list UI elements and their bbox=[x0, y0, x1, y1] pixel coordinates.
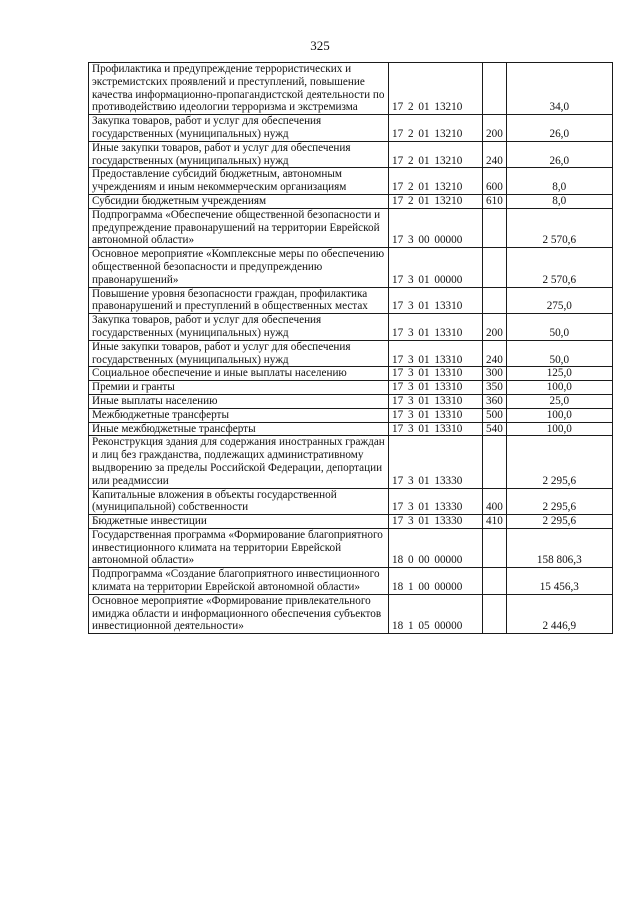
row-name-cell: Иные выплаты населению bbox=[89, 394, 389, 408]
table-row bbox=[89, 394, 613, 408]
row-sum-cell: 15 456,3 bbox=[506, 568, 612, 595]
row-expense-type-cell: 240 bbox=[483, 141, 507, 168]
table-row bbox=[89, 248, 613, 287]
row-sum-cell: 50,0 bbox=[506, 314, 612, 341]
row-code-cell: 17 3 01 13330 bbox=[389, 515, 483, 529]
table-row bbox=[89, 63, 613, 115]
row-code-cell: 17 2 01 13210 bbox=[389, 63, 483, 115]
row-name-cell: Основное мероприятие «Формирование привлекательного имиджа области и информационного обеспечения субъектов инвестиционной деятельности» bbox=[89, 594, 389, 633]
row-code-cell: 17 3 01 13310 bbox=[389, 287, 483, 314]
row-expense-type-cell bbox=[483, 248, 507, 287]
row-sum-cell: 2 570,6 bbox=[506, 208, 612, 247]
row-name-cell: Премии и гранты bbox=[89, 381, 389, 395]
row-sum-cell: 8,0 bbox=[506, 168, 612, 195]
row-name-cell: Закупка товаров, работ и услуг для обеспечения государственных (муниципальных) нужд bbox=[89, 115, 389, 142]
table-row bbox=[89, 436, 613, 488]
row-name-cell: Закупка товаров, работ и услуг для обеспечения государственных (муниципальных) нужд bbox=[89, 314, 389, 341]
row-code-cell: 17 3 01 00000 bbox=[389, 248, 483, 287]
table-row bbox=[89, 515, 613, 529]
row-expense-type-cell: 200 bbox=[483, 115, 507, 142]
row-code-cell: 17 2 01 13210 bbox=[389, 141, 483, 168]
row-name-cell: Реконструкция здания для содержания иностранных граждан и лиц без гражданства, подлежащих административному выдворению за пределы Российской Федерации, депортации или реадмиссии bbox=[89, 436, 389, 488]
table-row bbox=[89, 340, 613, 367]
table-row bbox=[89, 594, 613, 633]
row-name-cell: Межбюджетные трансферты bbox=[89, 408, 389, 422]
row-sum-cell: 100,0 bbox=[506, 408, 612, 422]
row-code-cell: 17 3 01 13310 bbox=[389, 408, 483, 422]
row-sum-cell: 275,0 bbox=[506, 287, 612, 314]
row-sum-cell: 26,0 bbox=[506, 115, 612, 142]
row-name-cell: Иные закупки товаров, работ и услуг для обеспечения государственных (муниципальных) нужд bbox=[89, 141, 389, 168]
budget-table bbox=[88, 62, 613, 634]
table-row bbox=[89, 422, 613, 436]
page-number: 325 bbox=[310, 38, 330, 53]
row-name-cell: Иные межбюджетные трансферты bbox=[89, 422, 389, 436]
row-expense-type-cell: 200 bbox=[483, 314, 507, 341]
row-name-cell: Бюджетные инвестиции bbox=[89, 515, 389, 529]
row-expense-type-cell bbox=[483, 208, 507, 247]
row-code-cell: 17 3 01 13310 bbox=[389, 367, 483, 381]
row-code-cell: 17 3 01 13310 bbox=[389, 340, 483, 367]
row-sum-cell: 8,0 bbox=[506, 194, 612, 208]
row-expense-type-cell: 400 bbox=[483, 488, 507, 515]
row-name-cell: Субсидии бюджетным учреждениям bbox=[89, 194, 389, 208]
table-row bbox=[89, 528, 613, 567]
table-row bbox=[89, 168, 613, 195]
row-name-cell: Профилактика и предупреждение террористических и экстремистских проявлений и преступлений, повышение качества информационно-пропагандистской деятельности по противодействию идеологии терроризма и экстремизма bbox=[89, 63, 389, 115]
row-expense-type-cell: 360 bbox=[483, 394, 507, 408]
row-code-cell: 17 2 01 13210 bbox=[389, 115, 483, 142]
row-expense-type-cell bbox=[483, 594, 507, 633]
row-sum-cell: 34,0 bbox=[506, 63, 612, 115]
row-expense-type-cell: 300 bbox=[483, 367, 507, 381]
row-expense-type-cell: 610 bbox=[483, 194, 507, 208]
row-name-cell: Предоставление субсидий бюджетным, автономным учреждениям и иным некоммерческим организациям bbox=[89, 168, 389, 195]
table-row bbox=[89, 314, 613, 341]
row-expense-type-cell bbox=[483, 436, 507, 488]
row-name-cell: Подпрограмма «Обеспечение общественной безопасности и предупреждение правонарушений на территории Еврейской автономной области» bbox=[89, 208, 389, 247]
table-row bbox=[89, 115, 613, 142]
row-name-cell: Социальное обеспечение и иные выплаты населению bbox=[89, 367, 389, 381]
row-code-cell: 17 3 01 13310 bbox=[389, 394, 483, 408]
row-sum-cell: 50,0 bbox=[506, 340, 612, 367]
table-row bbox=[89, 381, 613, 395]
row-name-cell: Подпрограмма «Создание благоприятного инвестиционного климата на территории Еврейской автономной области» bbox=[89, 568, 389, 595]
row-sum-cell: 2 295,6 bbox=[506, 436, 612, 488]
row-expense-type-cell: 540 bbox=[483, 422, 507, 436]
row-code-cell: 18 0 00 00000 bbox=[389, 528, 483, 567]
row-expense-type-cell bbox=[483, 568, 507, 595]
row-code-cell: 17 3 01 13330 bbox=[389, 488, 483, 515]
row-expense-type-cell bbox=[483, 287, 507, 314]
row-expense-type-cell: 600 bbox=[483, 168, 507, 195]
table-row bbox=[89, 568, 613, 595]
row-sum-cell: 125,0 bbox=[506, 367, 612, 381]
budget-table-body bbox=[89, 63, 613, 634]
row-sum-cell: 2 295,6 bbox=[506, 488, 612, 515]
row-code-cell: 17 3 01 13310 bbox=[389, 314, 483, 341]
row-name-cell: Государственная программа «Формирование благоприятного инвестиционного климата на территории Еврейской автономной области» bbox=[89, 528, 389, 567]
row-code-cell: 18 1 05 00000 bbox=[389, 594, 483, 633]
row-sum-cell: 2 570,6 bbox=[506, 248, 612, 287]
row-expense-type-cell: 240 bbox=[483, 340, 507, 367]
table-row bbox=[89, 208, 613, 247]
row-name-cell: Иные закупки товаров, работ и услуг для обеспечения государственных (муниципальных) нужд bbox=[89, 340, 389, 367]
row-name-cell: Капитальные вложения в объекты государственной (муниципальной) собственности bbox=[89, 488, 389, 515]
row-name-cell: Основное мероприятие «Комплексные меры по обеспечению общественной безопасности и предупреждению правонарушений» bbox=[89, 248, 389, 287]
row-code-cell: 17 2 01 13210 bbox=[389, 194, 483, 208]
row-expense-type-cell: 410 bbox=[483, 515, 507, 529]
row-sum-cell: 26,0 bbox=[506, 141, 612, 168]
table-row bbox=[89, 488, 613, 515]
table-row bbox=[89, 367, 613, 381]
row-name-cell: Повышение уровня безопасности граждан, профилактика правонарушений и преступлений в общественных местах bbox=[89, 287, 389, 314]
table-row bbox=[89, 408, 613, 422]
row-expense-type-cell bbox=[483, 528, 507, 567]
row-code-cell: 17 3 01 13310 bbox=[389, 381, 483, 395]
table-row bbox=[89, 194, 613, 208]
row-code-cell: 17 2 01 13210 bbox=[389, 168, 483, 195]
row-code-cell: 17 3 01 13330 bbox=[389, 436, 483, 488]
row-expense-type-cell bbox=[483, 63, 507, 115]
table-row bbox=[89, 287, 613, 314]
row-expense-type-cell: 350 bbox=[483, 381, 507, 395]
row-sum-cell: 2 446,9 bbox=[506, 594, 612, 633]
row-sum-cell: 2 295,6 bbox=[506, 515, 612, 529]
row-sum-cell: 100,0 bbox=[506, 422, 612, 436]
row-code-cell: 17 3 00 00000 bbox=[389, 208, 483, 247]
row-expense-type-cell: 500 bbox=[483, 408, 507, 422]
table-row bbox=[89, 141, 613, 168]
row-code-cell: 18 1 00 00000 bbox=[389, 568, 483, 595]
row-sum-cell: 25,0 bbox=[506, 394, 612, 408]
row-sum-cell: 100,0 bbox=[506, 381, 612, 395]
row-sum-cell: 158 806,3 bbox=[506, 528, 612, 567]
row-code-cell: 17 3 01 13310 bbox=[389, 422, 483, 436]
